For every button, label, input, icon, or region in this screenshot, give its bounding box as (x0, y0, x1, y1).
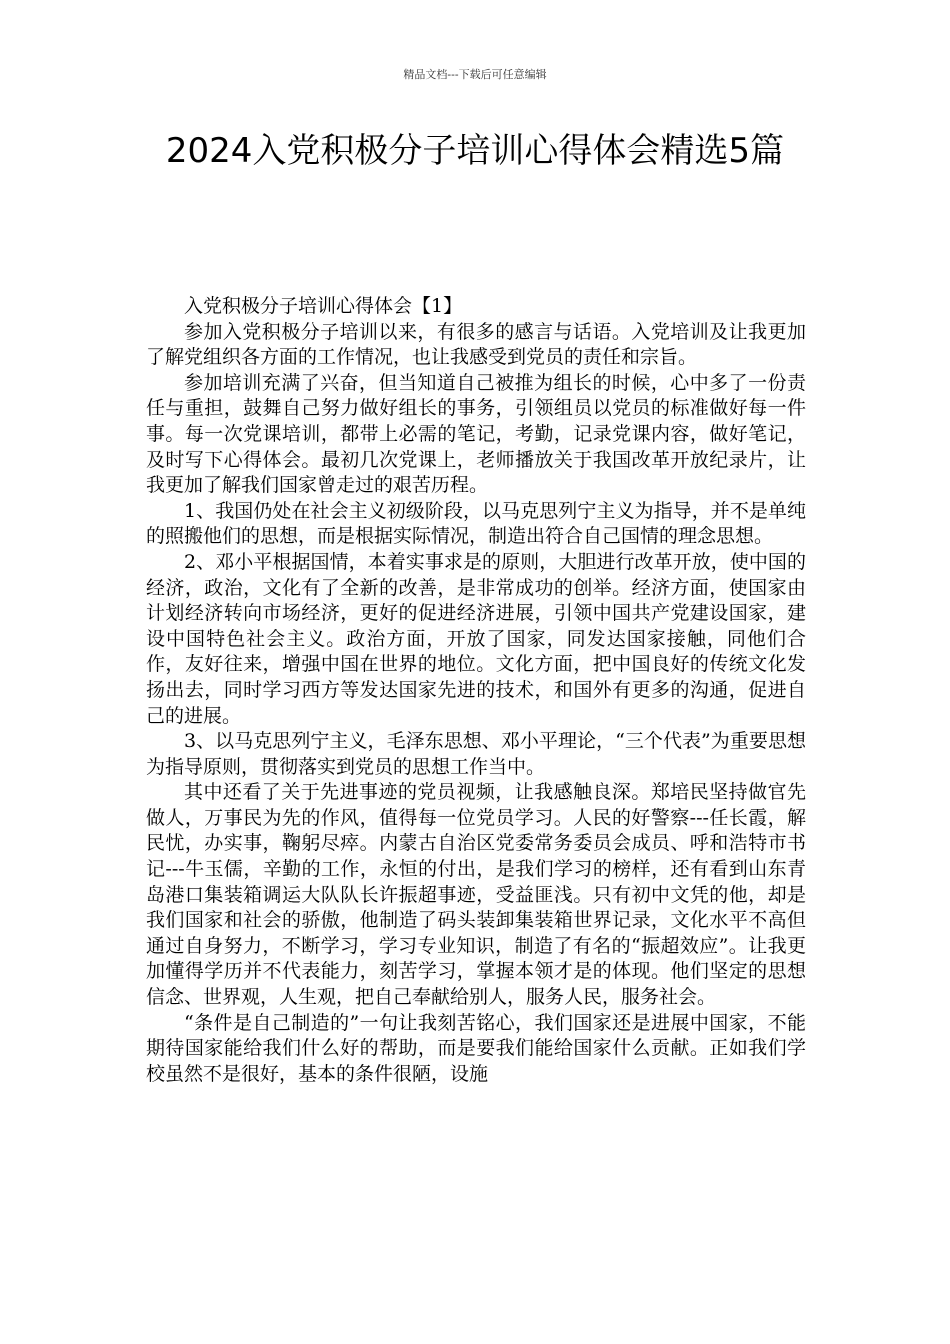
body-paragraph: 3、以马克思列宁主义，毛泽东思想、邓小平理论，“三个代表”为重要思想为指导原则，贯彻落实到党员的思想工作当中。 (146, 730, 806, 778)
document-title: 2024入党积极分子培训心得体会精选5篇 (165, 131, 785, 171)
body-paragraph: 其中还看了关于先进事迹的党员视频，让我感触良深。郑培民坚持做官先做人，万事民为先的作风，值得每一位党员学习。人民的好警察---任长霞，解民忧，办实事，鞠躬尽瘁。内蒙古自治区党委常务委员会成员、呼和浩特市书记---牛玉儒，辛勤的工作，永恒的付出，是我们学习的榜样，还有看到山东青岛港口集装箱调运大队队长许振超事迹，受益匪浅。只有初中文凭的他，却是我们国家和社会的骄傲，他制造了码头装卸集装箱世界记录，文化水平不高但通过自身努力，不断学习，学习专业知识，制造了有名的“振超效应”。让我更加懂得学历并不代表能力，刻苦学习，掌握本领才是的体现。他们坚定的思想信念、世界观，人生观，把自己奉献给别人，服务人民，服务社会。 (146, 781, 806, 1009)
page-header-note: 精品文档---下载后可任意编辑 (403, 68, 547, 81)
body-paragraph: “条件是自己制造的”一句让我刻苦铭心，我们国家还是进展中国家，不能期待国家能给我们什么好的帮助，而是要我们能给国家什么贡献。正如我们学校虽然不是很好，基本的条件很陋，设施 (146, 1011, 806, 1085)
body-paragraph: 参加培训充满了兴奋，但当知道自己被推为组长的时候，心中多了一份责任与重担，鼓舞自己努力做好组长的事务，引领组员以党员的标准做好每一件事。每一次党课培训，都带上必需的笔记，考勤，记录党课内容，做好笔记，及时写下心得体会。最初几次党课上，老师播放关于我国改革开放纪录片，让我更加了解我们国家曾走过的艰苦历程。 (146, 371, 806, 497)
body-paragraph: 1、我国仍处在社会主义初级阶段，以马克思列宁主义为指导，并不是单纯的照搬他们的思想，而是根据实际情况，制造出符合自己国情的理念思想。 (146, 499, 806, 548)
section-heading: 入党积极分子培训心得体会【1】 (184, 295, 463, 317)
body-paragraph: 参加入党积极分子培训以来，有很多的感言与话语。入党培训及让我更加了解党组织各方面的工作情况，也让我感受到党员的责任和宗旨。 (146, 320, 806, 369)
body-paragraph: 2、邓小平根据国情，本着实事求是的原则，大胆进行改革开放，使中国的经济，政治，文化有了全新的改善，是非常成功的创举。经济方面，使国家由计划经济转向市场经济，更好的促进经济进展，引领中国共产党建设国家，建设中国特色社会主义。政治方面，开放了国家，同发达国家接触，同他们合作，友好往来，增强中国在世界的地位。文化方面，把中国良好的传统文化发扬出去，同时学习西方等发达国家先进的技术，和国外有更多的沟通，促进自己的进展。 (146, 550, 806, 727)
document-body (146, 294, 806, 1087)
